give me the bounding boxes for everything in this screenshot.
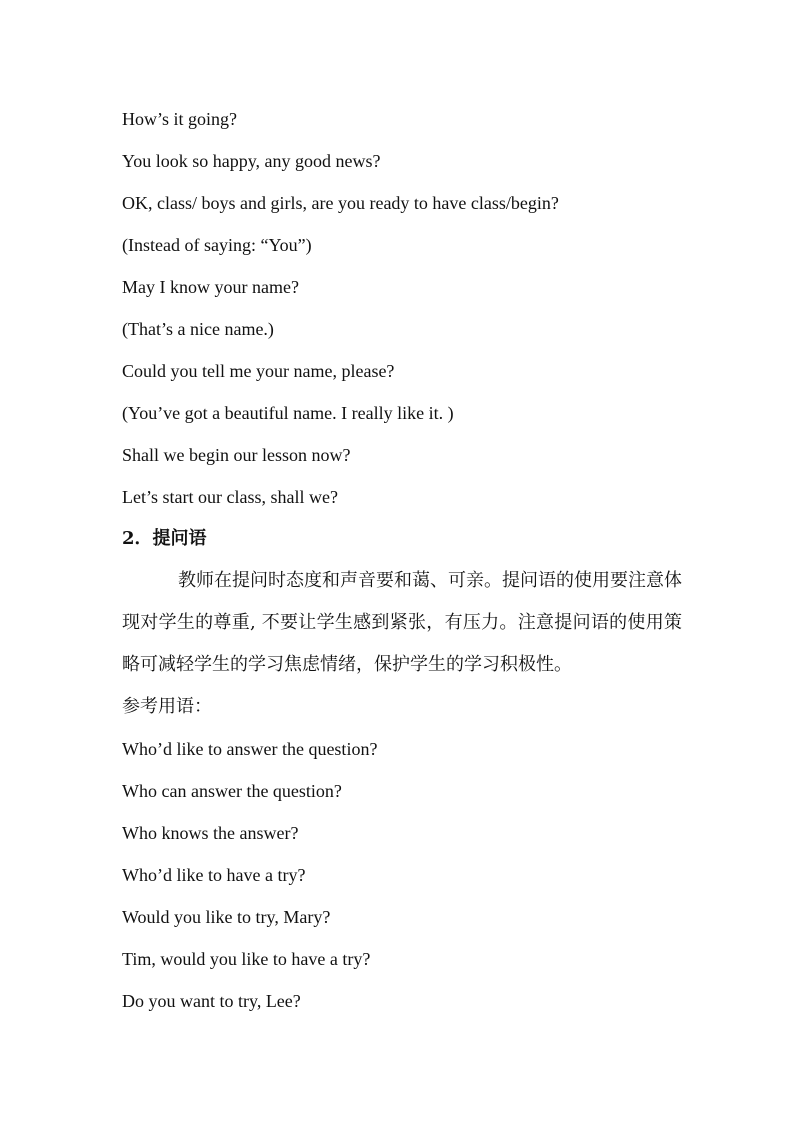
text-line: Could you tell me your name, please? bbox=[122, 361, 395, 381]
text-line: (Instead of saying: “You”) bbox=[122, 235, 312, 255]
text-line: Do you want to try, Lee? bbox=[122, 991, 301, 1011]
text-line: How’s it going? bbox=[122, 109, 237, 129]
reference-label: 参考用语： bbox=[122, 696, 212, 717]
text-line: Who’d like to have a try? bbox=[122, 865, 306, 885]
text-line: You look so happy, any good news? bbox=[122, 151, 381, 171]
text-line: Tim, would you like to have a try? bbox=[122, 949, 371, 969]
section-paragraph: 教师在提问时态度和声音要和蔼、可亲。提问语的使用要注意体现对学生的尊重, 不要让学生感到紧张，有压力。注意提问语的使用策略可减轻学生的学习焦虑情绪，保护学生的学习积极性。 bbox=[122, 570, 682, 675]
text-line: May I know your name? bbox=[122, 277, 299, 297]
text-line: Shall we begin our lesson now? bbox=[122, 445, 351, 465]
section-heading: 2．提问语 bbox=[122, 528, 207, 549]
text-line: (You’ve got a beautiful name. I really like it. ) bbox=[122, 403, 454, 423]
text-line: (That’s a nice name.) bbox=[122, 319, 274, 339]
text-line: Who knows the answer? bbox=[122, 823, 299, 843]
text-line: OK, class/ boys and girls, are you ready to have class/begin? bbox=[122, 193, 559, 213]
text-line: Who can answer the question? bbox=[122, 781, 342, 801]
text-line: Let’s start our class, shall we? bbox=[122, 487, 338, 507]
text-line: Would you like to try, Mary? bbox=[122, 907, 331, 927]
text-line: Who’d like to answer the question? bbox=[122, 739, 378, 759]
